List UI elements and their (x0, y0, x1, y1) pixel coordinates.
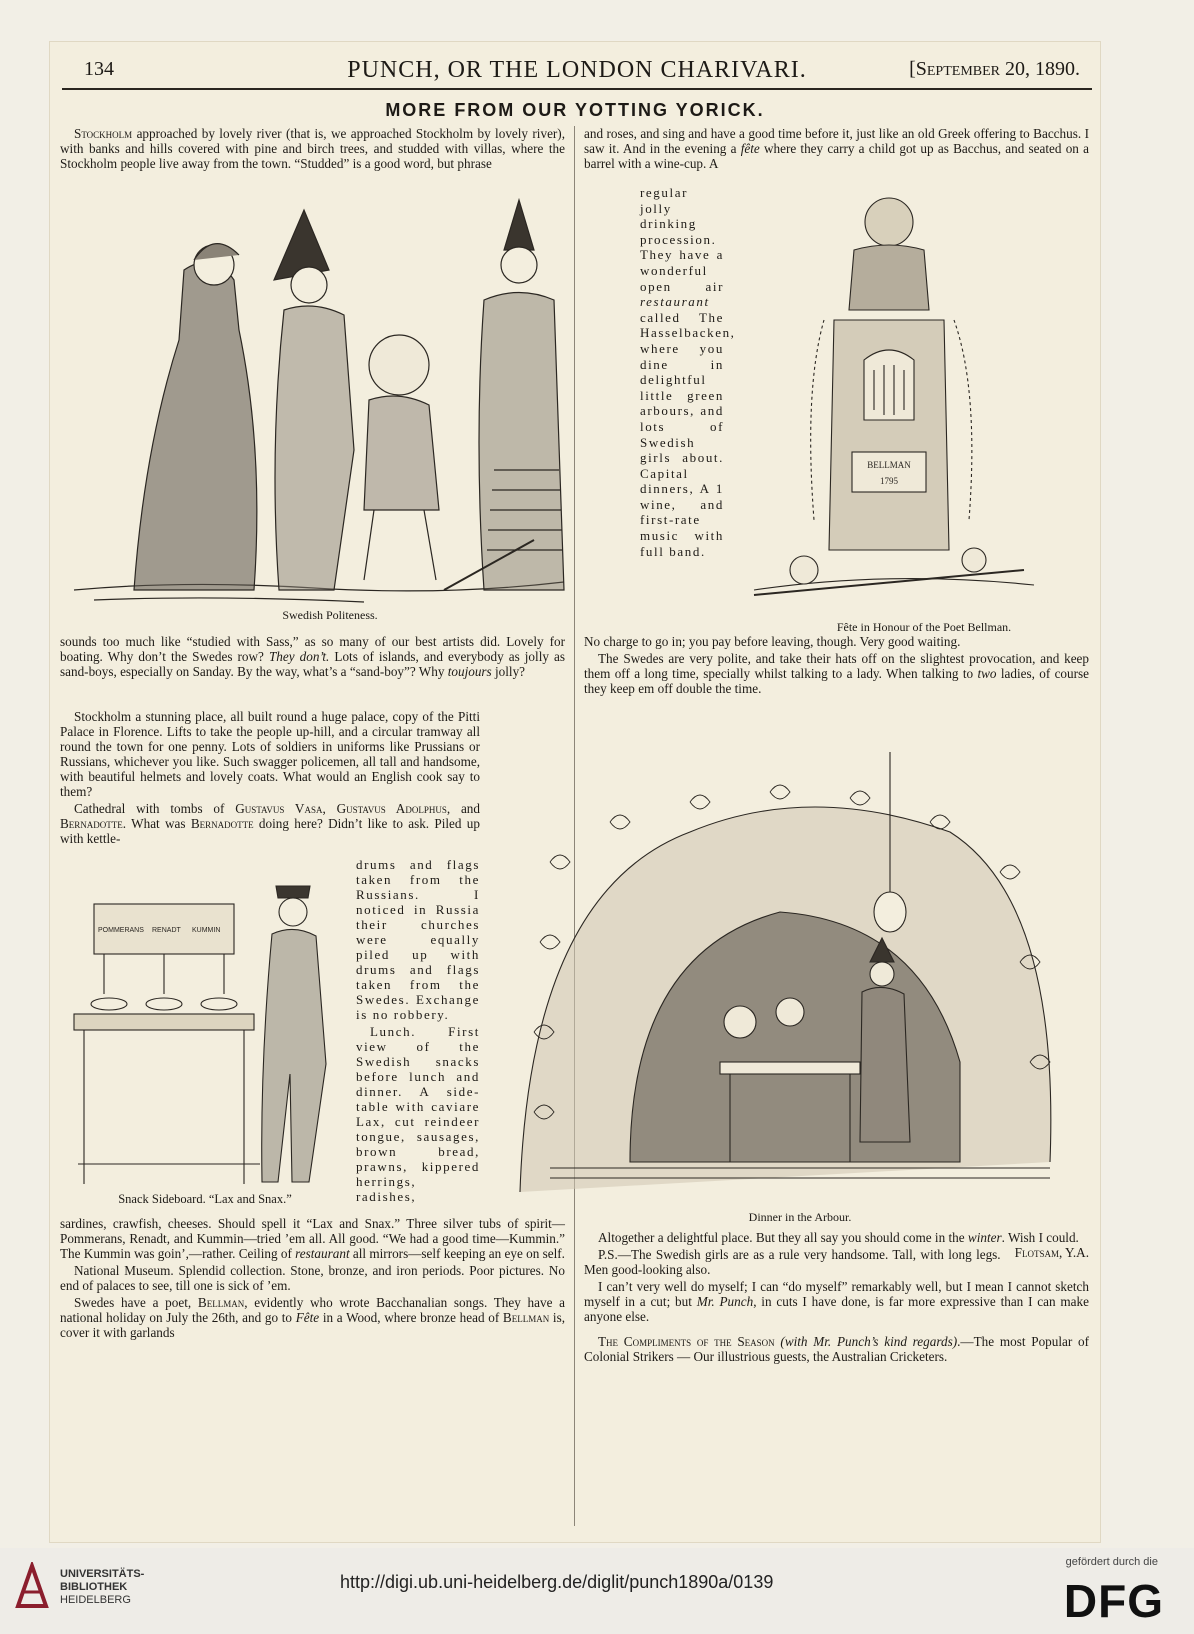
tub-label: RENADT (152, 927, 181, 934)
left-col-bottom: sardines, crawfish, cheeses. Should spell it “Lax and Snax.” Three silver tubs of spirit—Pommerans, Renadt, and Kummin—tried ’em all. All good. “We had a good time—Kummin.” The Kummin was goin’,—rather. Ceiling of restaurant all mirrors—self keeping an eye on self. National Museum. Splendid collection. Stone, bronze, and iron periods. Poor pictures. No end of palaces to see, till one is sick of ’em. Swedes have a poet, Bellman, evidently who wrote Bacchanalian songs. They have a national holiday on July the 26th, and go to Fête in a Wood, where bronze head of Bellman is, cover it with garlands (60, 1216, 565, 1340)
caption-swedish-politeness: Swedish Politeness. (282, 608, 378, 622)
publication-title: PUNCH, OR THE LONDON CHARIVARI. (347, 57, 807, 83)
right-col-body: No charge to go in; you pay before leaving, though. Very good waiting. The Swedes are very polite, and take their hats off on the slightest provocation, and keep them off a long time, specially whilst talking to a lady. When talking to two ladies, of course they keep em off double the time. (584, 634, 1089, 696)
paragraph: approached by lovely river (that is, we approached Stockholm by lovely river), with banks and hills covered with pine and birch trees, and studded with villas, where the Stockholm people live away from the town. “Studded” is a good word, but phrase (60, 126, 565, 171)
issue-date: [September 20, 1890. (909, 58, 1080, 80)
page-number: 134 (84, 58, 114, 80)
illustration-dinner-arbour (490, 742, 1080, 1198)
permalink[interactable]: http://digi.ub.uni-heidelberg.de/diglit/punch1890a/0139 (340, 1572, 774, 1592)
article-headline: MORE FROM OUR YOTTING YORICK. (385, 100, 765, 120)
fete-engraving (734, 190, 1044, 608)
dfg-logo: DFG (1063, 1575, 1164, 1627)
tub-label: POMMERANS (98, 927, 144, 934)
scanned-page (50, 42, 1100, 1542)
illustration-swedish-politeness (64, 190, 569, 610)
signoff: Flotsam, Y.A. (1014, 1245, 1089, 1260)
right-col-intro: and roses, and sing and have a good time before it, just like an old Greek offering to Bacchus. I saw it. And in the evening a fête where they carry a child got up as Bacchus, and seated on a barrel with a wine-cup. A (584, 126, 1089, 171)
masthead (62, 52, 1092, 90)
digitization-footer (0, 1548, 1194, 1634)
tub-label: KUMMIN (192, 927, 221, 934)
caption-dinner: Dinner in the Arbour. (748, 1210, 852, 1224)
caption-snack-sideboard: Snack Sideboard. “Lax and Snax.” (118, 1192, 292, 1206)
left-col-body: sounds too much like “studied with Sass,” as so many of our best artists did. Lovely for boating. Why don’t the Swedes row? They don’t. Lots of islands, and everybody as jolly as sand-boys, especially on Sanday. By the way, what’s a “sand-boy”? Why toujours jolly? (60, 634, 565, 679)
monument-name: BELLMAN (867, 460, 911, 470)
swedish-politeness-engraving (64, 190, 569, 610)
illustration-fete-bellman (734, 190, 1044, 608)
left-narrow-column: drums and flags taken from the Russians. I noticed in Russia their churches were equally piled up with drums and flags taken from the Swedes. Exchange is no robbery. Lunch. First view of the Swedish snacks before lunch and dinner. A side-table with caviare Lax, cut reindeer tongue, sausages, brown bread, prawns, kippered herrings, radishes, (356, 857, 480, 1204)
institution-name: UNIVERSITÄTS- BIBLIOTHEK HEIDELBERG (60, 1568, 145, 1606)
dinner-arbour-engraving (490, 742, 1080, 1198)
right-col-bottom: Altogether a delightful place. But they all say you should come in the winter. Wish I could. Flotsam, Y.A. P.S.—The Swedish girls are as a rule very handsome. Tall, with long legs. Men good-looking also. I can’t very well do myself; I can “do myself” remarkably well, but I mean I cannot sketch myself in a cut; but Mr. Punch, in cuts I have done, is far more expressive than I can make anyone else. The Compliments of the Season (with Mr. Punch’s kind regards).—The most Popular of Colonial Strikers — Our illustrious guests, the Australian Cricketers. (584, 1230, 1089, 1364)
illustration-snack-sideboard (64, 864, 349, 1194)
right-narrow-column: regular jolly drinking procession. They have a wonderful open air restaurant called The Hasselbacken, where you dine in delightful little green arbours, and lots of Swedish girls about. Capital dinners, A 1 wine, and first-rate music with full band. (640, 185, 736, 559)
left-col-intro (60, 126, 565, 173)
snack-sideboard-engraving (64, 864, 349, 1194)
caption-fete: Fête in Honour of the Poet Bellman. (836, 620, 1012, 634)
funded-by-label: gefördert durch die (1065, 1556, 1158, 1568)
lead-word: Stockholm (74, 126, 133, 141)
monument-year: 1795 (880, 476, 898, 486)
university-logo-icon (12, 1562, 52, 1610)
left-col-stockholm: Stockholm a stunning place, all built round a huge palace, copy of the Pitti Palace in Florence. Lifts to take the people up-hill, and a circular tramway all round the town for one penny. Lots of soldiers in uniforms like Prussians or Russians, whichever you like. Such swagger policemen, all tall and handsome, with beautiful helmets and lovely coats. What would an English cook say to them? Cathedral with tombs of Gustavus Vasa, Gustavus Adolphus, and Bernadotte. What was Bernadotte doing here? Didn’t like to ask. Piled up with kettle- (60, 709, 480, 846)
